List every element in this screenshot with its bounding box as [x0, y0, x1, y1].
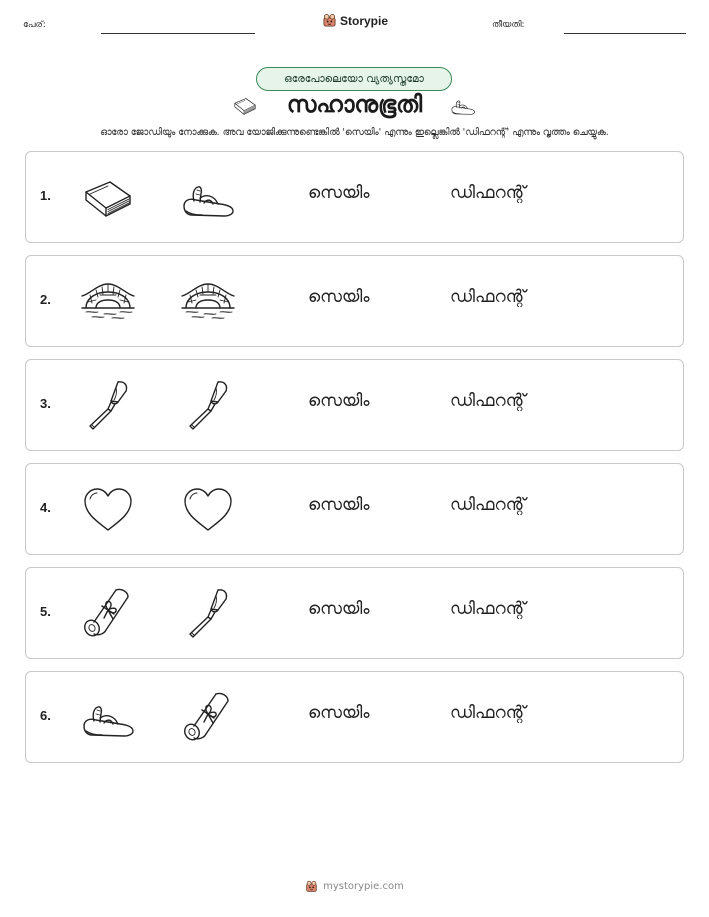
date-label: തീയതി:: [492, 20, 525, 30]
page-title: സഹാനുഭൂതി: [286, 92, 423, 118]
exercise-row: [25, 463, 684, 555]
sandal-icon: [80, 690, 136, 746]
chisel-icon: [180, 378, 236, 434]
page-footer: [0, 880, 709, 893]
sandal-icon: [448, 93, 478, 119]
exercise-row: [25, 671, 684, 763]
title-row: [0, 92, 709, 120]
chisel-icon: [180, 586, 236, 642]
row-number: 1.: [40, 188, 51, 203]
different-option[interactable]: ഡിഫറന്റ്: [450, 391, 526, 411]
storypie-logo-icon: [322, 13, 337, 28]
exercise-row: [25, 151, 684, 243]
scroll-icon: [80, 586, 136, 642]
subtitle-text: ഒരേപോലെയോ വ്യത്യസ്തമോ: [284, 72, 424, 85]
heart-icon: [180, 482, 236, 538]
heart-icon: [80, 482, 136, 538]
different-option[interactable]: ഡിഫറന്റ്: [450, 703, 526, 723]
row-number: 2.: [40, 292, 51, 307]
same-option[interactable]: സെയിം: [308, 287, 370, 307]
row-number: 5.: [40, 604, 51, 619]
chisel-icon: [80, 378, 136, 434]
date-line[interactable]: [564, 33, 686, 34]
name-line[interactable]: [101, 33, 255, 34]
bridge-icon: [80, 274, 136, 330]
same-option[interactable]: സെയിം: [308, 703, 370, 723]
instructions-text: ഓരോ ജോഡിയും നോക്കുക. അവ യോജിക്കുന്നുണ്ടെങ്കിൽ 'സെയിം' എന്നും ഇല്ലെങ്കിൽ 'ഡിഫറന്റ്' എന്നും വൃത്തം ചെയ്യുക.: [100, 127, 609, 138]
exercise-row: [25, 359, 684, 451]
name-label: പേര്:: [23, 20, 46, 30]
scroll-icon: [180, 690, 236, 746]
brand-logo: [322, 13, 388, 28]
sandal-icon: [180, 170, 236, 226]
exercise-row: [25, 567, 684, 659]
storypie-logo-icon: [305, 880, 318, 893]
footer-url: mystorypie.com: [323, 881, 404, 892]
exercise-row: [25, 255, 684, 347]
different-option[interactable]: ഡിഫറന്റ്: [450, 599, 526, 619]
row-number: 4.: [40, 500, 51, 515]
same-option[interactable]: സെയിം: [308, 599, 370, 619]
row-number: 6.: [40, 708, 51, 723]
same-option[interactable]: സെയിം: [308, 183, 370, 203]
different-option[interactable]: ഡിഫറന്റ്: [450, 287, 526, 307]
bridge-icon: [180, 274, 236, 330]
subtitle-badge: [256, 67, 452, 91]
page-header: [0, 0, 709, 40]
brand-name: Storypie: [340, 13, 389, 28]
book-icon: [80, 170, 136, 226]
row-number: 3.: [40, 396, 51, 411]
same-option[interactable]: സെയിം: [308, 391, 370, 411]
different-option[interactable]: ഡിഫറന്റ്: [450, 183, 526, 203]
different-option[interactable]: ഡിഫറന്റ്: [450, 495, 526, 515]
same-option[interactable]: സെയിം: [308, 495, 370, 515]
